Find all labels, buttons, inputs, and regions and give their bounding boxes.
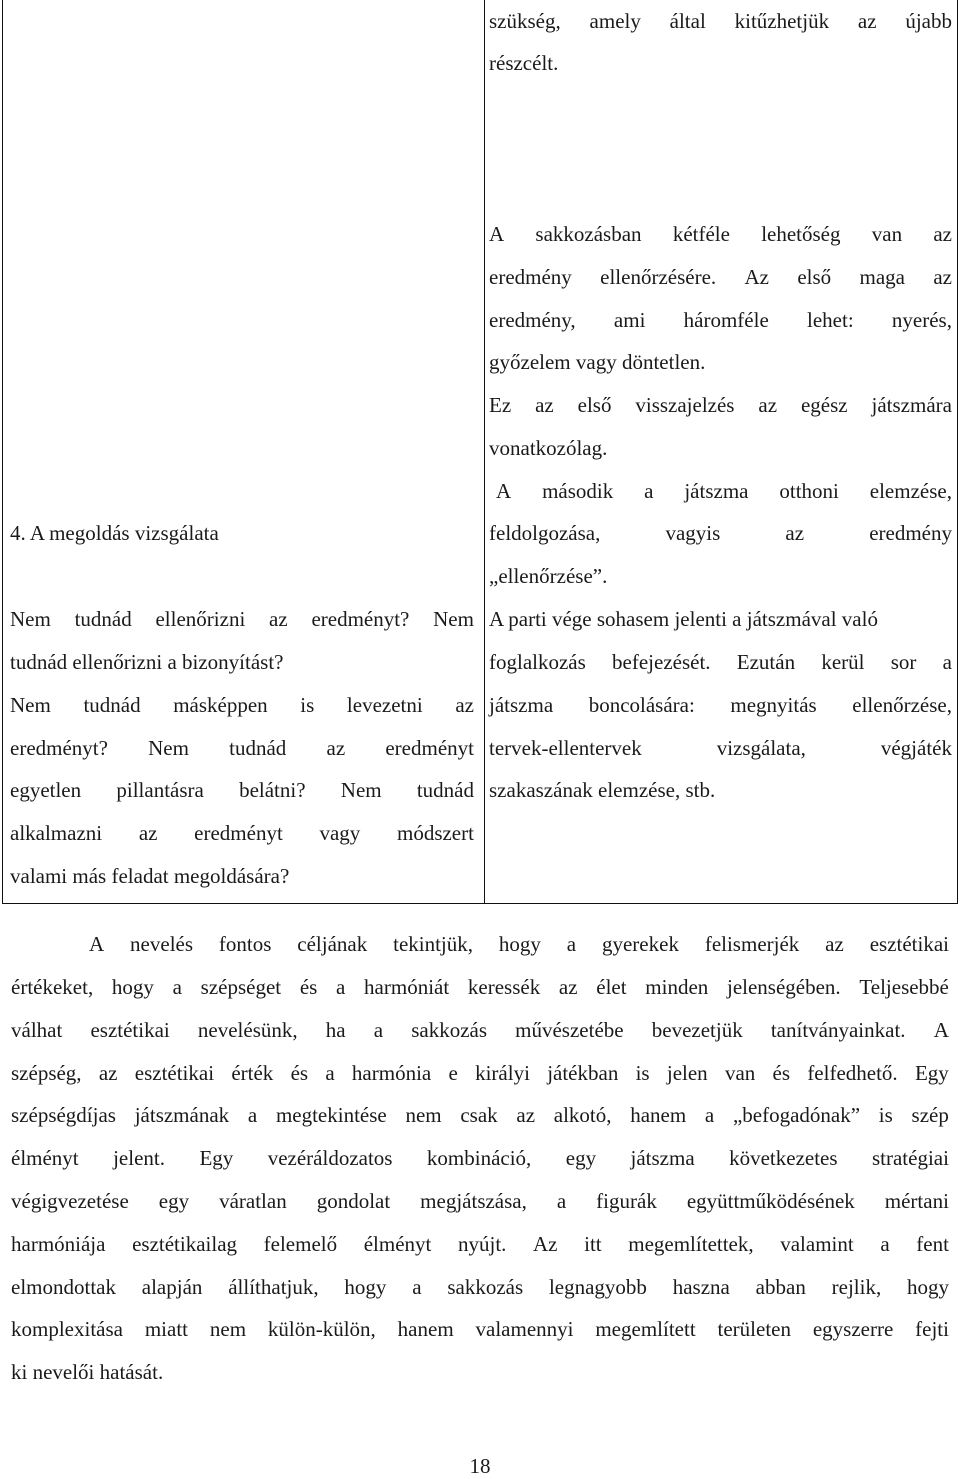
paragraph-line-1: A nevelés fontos céljának tekintjük, hogy a gyerekek felismerjék az esztétikai bbox=[89, 932, 949, 956]
column-divider bbox=[484, 0, 485, 903]
left-line-4: eredményt? Nem tudnád az eredményt bbox=[10, 736, 474, 760]
paragraph-line-4: szépség, az esztétikai érték és a harmónia e királyi játékban is jelen van és felfedhető. Egy bbox=[11, 1061, 949, 1085]
right-line-3: eredmény, ami háromféle lehet: nyerés, bbox=[489, 308, 952, 332]
section-heading: 4. A megoldás vizsgálata bbox=[10, 521, 219, 545]
paragraph-line-7: végigvezetése egy váratlan gondolat megjátszása, a figurák együttműködésének mértani bbox=[11, 1189, 949, 1213]
paragraph-line-6: élményt jelent. Egy vezéráldozatos kombináció, egy játszma következetes stratégiai bbox=[11, 1146, 949, 1170]
paragraph-line-9: elmondottak alapján állíthatjuk, hogy a sakkozás legnagyobb haszna abban rejlik, hogy bbox=[11, 1275, 949, 1299]
right-line-1: A sakkozásban kétféle lehetőség van az bbox=[489, 222, 952, 246]
right-line-4: győzelem vagy döntetlen. bbox=[489, 350, 706, 374]
left-line-2: tudnád ellenőrizni a bizonyítást? bbox=[10, 650, 284, 674]
right-line-6: vonatkozólag. bbox=[489, 436, 608, 460]
left-line-6: alkalmazni az eredményt vagy módszert bbox=[10, 821, 474, 845]
right-top-line-2: részcélt. bbox=[489, 51, 559, 75]
right-line-13: tervek-ellentervek vizsgálata, végjáték bbox=[489, 736, 952, 760]
paragraph-line-2: értékeket, hogy a szépséget és a harmóniát keressék az élet minden jelenségében. Teljesebbé bbox=[11, 975, 949, 999]
left-line-3: Nem tudnád másképpen is levezetni az bbox=[10, 693, 474, 717]
right-line-11: foglalkozás befejezését. Ezután kerül sor a bbox=[489, 650, 952, 674]
right-top-line-1: szükség, amely által kitűzhetjük az újabb bbox=[489, 9, 952, 33]
right-line-10: A parti vége sohasem jelenti a játszmával való bbox=[489, 607, 878, 631]
right-line-7: A második a játszma otthoni elemzése, bbox=[496, 479, 952, 503]
paragraph-line-3: válhat esztétikai nevelésünk, ha a sakkozás művészetébe bevezetjük tanítványainkat. A bbox=[11, 1018, 949, 1042]
page-number: 18 bbox=[469, 1454, 491, 1478]
right-line-5: Ez az első visszajelzés az egész játszmára bbox=[489, 393, 952, 417]
left-line-1: Nem tudnád ellenőrizni az eredményt? Nem bbox=[10, 607, 474, 631]
paragraph-line-8: harmóniája esztétikailag felemelő élményt nyújt. Az itt megemlítettek, valamint a fent bbox=[11, 1232, 949, 1256]
right-line-12: játszma boncolására: megnyitás ellenőrzése, bbox=[489, 693, 952, 717]
right-line-2: eredmény ellenőrzésére. Az első maga az bbox=[489, 265, 952, 289]
right-line-9: „ellenőrzése”. bbox=[489, 564, 608, 588]
paragraph-line-5: szépségdíjas játszmának a megtekintése nem csak az alkotó, hanem a „befogadónak” is szép bbox=[11, 1103, 949, 1127]
left-line-7: valami más feladat megoldására? bbox=[10, 864, 290, 888]
paragraph-line-11: ki nevelői hatását. bbox=[11, 1360, 164, 1384]
right-line-14: szakaszának elemzése, stb. bbox=[489, 778, 716, 802]
left-line-5: egyetlen pillantásra belátni? Nem tudnád bbox=[10, 778, 474, 802]
right-line-8: feldolgozása, vagyis az eredmény bbox=[489, 521, 952, 545]
paragraph-line-10: komplexitása miatt nem külön-külön, hanem valamennyi megemlített területen egyszerre fejti bbox=[11, 1317, 949, 1341]
